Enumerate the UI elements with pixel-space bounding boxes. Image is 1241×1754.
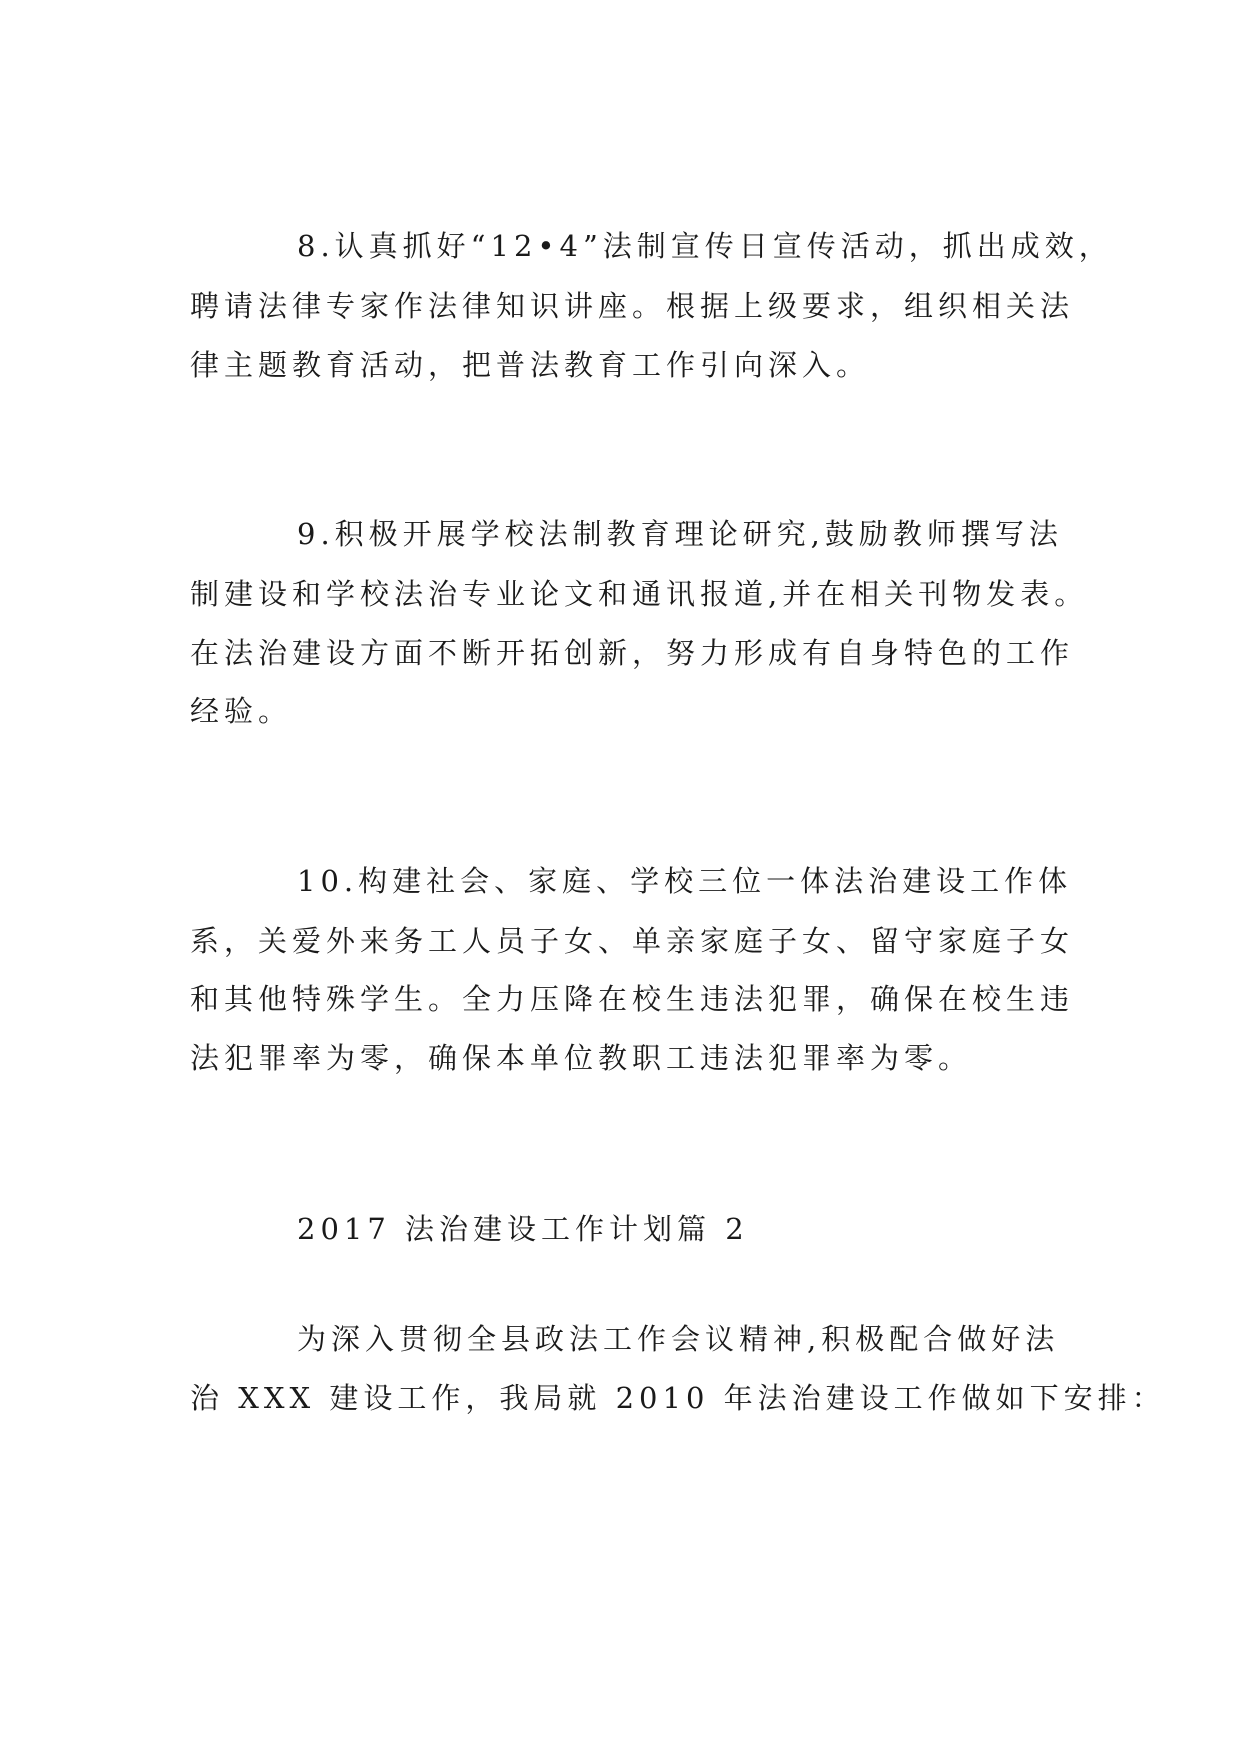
paragraph-8-line-3: 律主题教育活动，把普法教育工作引向深入。 (190, 348, 871, 382)
intro-line-1: 为深入贯彻全县政法工作会议精神,积极配合做好法 (297, 1322, 1060, 1356)
paragraph-9-line-2: 制建设和学校法治专业论文和通讯报道,并在相关刊物发表。 (190, 577, 1089, 611)
paragraph-10-line-3: 和其他特殊学生。全力压降在校生违法犯罪，确保在校生违 (190, 982, 1075, 1016)
paragraph-9-line-1: 9.积极开展学校法制教育理论研究,鼓励教师撰写法 (297, 517, 1063, 551)
paragraph-9-line-4: 经验。 (190, 694, 293, 728)
paragraph-8-line-2: 聘请法律专家作法律知识讲座。根据上级要求，组织相关法 (190, 289, 1075, 323)
paragraph-10-line-1: 10.构建社会、家庭、学校三位一体法治建设工作体 (297, 864, 1073, 898)
intro-line-2: 治 XXX 建设工作，我局就 2010 年法治建设工作做如下安排： (190, 1381, 1166, 1415)
section-heading: 2017 法治建设工作计划篇 2 (297, 1212, 749, 1246)
paragraph-9-line-3: 在法治建设方面不断开拓创新，努力形成有自身特色的工作 (190, 636, 1075, 670)
paragraph-10-line-4: 法犯罪率为零，确保本单位教职工违法犯罪率为零。 (190, 1041, 973, 1075)
paragraph-8-line-1: 8.认真抓好“12•4”法制宣传日宣传活动，抓出成效， (297, 229, 1113, 263)
paragraph-10-line-2: 系，关爱外来务工人员子女、单亲家庭子女、留守家庭子女 (190, 924, 1075, 958)
